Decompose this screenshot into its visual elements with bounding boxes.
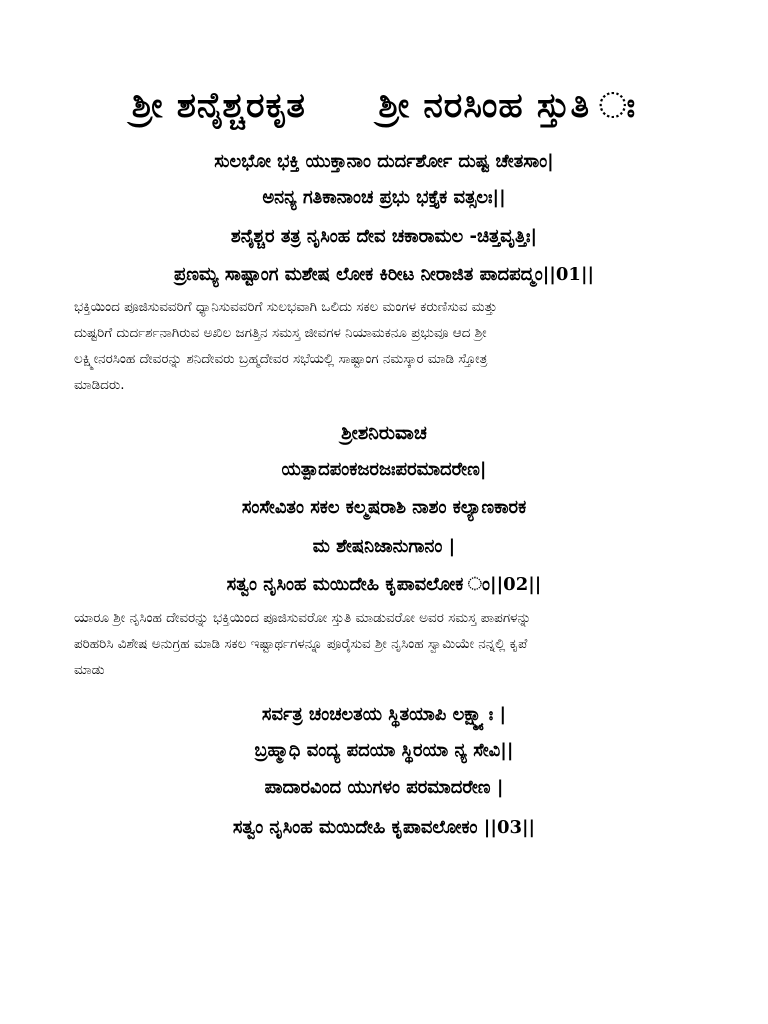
verse2-line4 <box>0 573 768 597</box>
verse1-line3: ಶನೈಶ್ಚರ ತತ್ರ ನೃಸಿಂಹ ದೇವ ಚಕಾರಾಮಲ -ಚಿತ್ತವೃತ್ತಿಃ| <box>230 226 538 247</box>
verse2-end: || <box>528 574 542 595</box>
verse3-line1: ಸರ್ವತ್ರ ಚಂಚಲತಯ ಸ್ಥಿತಯಾಪಿ ಲಕ್ಷ್ಮ್ಯಾಃ | <box>261 704 507 725</box>
verse3-line4 <box>0 816 768 840</box>
verse3-end: || <box>522 817 536 838</box>
meaning1-line2: ದುಷ್ಟರಿಗೆ ದುರ್ದರ್ಶನಾಗಿರುವ ಅಖಿಲ ಜಗತ್ತಿನ ಸಮಸ್ತ ಜೀವಗಳ ನಿಯಾಮಕನೂ ಪ್ರಭುವೂ ಆದ ಶ್ರೀ <box>74 325 487 341</box>
meaning2-line3: ಮಾಡು <box>74 662 105 678</box>
meaning1-paragraph <box>74 294 696 398</box>
page-title <box>0 86 768 126</box>
verse2-line3: ಮ ಶೇಷನಿಜಾನುಗಾನಂ | <box>312 536 456 557</box>
verse1-end: || <box>580 264 595 285</box>
title-right: ಶ್ರೀ ನರಸಿಂಹ ಸ್ತುತಿ ಃ <box>378 86 637 126</box>
verse1-line1: ಸುಲಭೋ ಭಕ್ತಿ ಯುಕ್ತಾನಾಂ ದುರ್ದರ್ಶೋ ದುಷ್ಟ ಚೇತಸಾಂ| <box>214 151 554 172</box>
meaning2-line1: ಯಾರೂ ಶ್ರೀ ನೃಸಿಂಹ ದೇವರನ್ನು ಭಕ್ತಿಯಿಂದ ಪೂಜಿಸುವರೋ ಸ್ತುತಿ ಮಾಡುವರೋ ಅವರ ಸಮಸ್ತ ಪಾಪಗಳನ್ನು <box>74 610 532 626</box>
section-heading: ಶ್ರೀಶನಿರುವಾಚ <box>341 422 427 444</box>
verse-number-01: 01 <box>555 264 581 285</box>
meaning1-line3: ಲಕ್ಷ್ಮೀನರಸಿಂಹ ದೇವರನ್ನು ಶನಿದೇವರು ಬ್ರಹ್ಮದೇವರ ಸಭೆಯಲ್ಲಿ ಸಾಷ್ಟಾಂಗ ನಮಸ್ಕಾರ ಮಾಡಿ ಸ್ತೋತ್ರ <box>74 351 488 367</box>
verse-number-03: 03 <box>496 817 522 838</box>
verse1-line2: ಅನನ್ಯ ಗತಿಕಾನಾಂಚ ಪ್ರಭು ಭಕ್ತೈಕ ವತ್ಸಲಃ|| <box>262 187 506 208</box>
meaning1-line4: ಮಾಡಿದರು. <box>74 377 125 393</box>
meaning2-paragraph <box>74 605 696 683</box>
verse3-line2: ಬ್ರಹ್ಮಾಧಿ ವಂದ್ಯ ಪದಯಾ ಸ್ಥಿರಯಾ ನ್ಯ ಸೇವಿ|| <box>254 740 514 761</box>
verse-number-02: 02 <box>503 574 529 595</box>
verse2-line2: ಸಂಸೇವಿತಂ ಸಕಲ ಕಲ್ಮಷರಾಶಿ ನಾಶಂ ಕಲ್ಯಾಣಕಾರಕ <box>241 497 527 518</box>
verse1-line4-text: ಪ್ರಣಮ್ಯ ಸಾಷ್ಟಾಂಗ ಮಶೇಷ ಲೋಕ ಕಿರೀಟ ನೀರಾಜಿತ ಪಾದಪದ್ಮಂ|| <box>173 264 556 285</box>
verse3-line3: ಪಾದಾರವಿಂದ ಯುಗಳಂ ಪರಮಾದರೇಣ | <box>264 777 504 798</box>
verse2-line1: ಯತ್ಪಾದಪಂಕಜರಜಃಪರಮಾದರೇಣ| <box>281 459 487 480</box>
meaning2-line2: ಪರಿಹರಿಸಿ ವಿಶೇಷ ಅನುಗ್ರಹ ಮಾಡಿ ಸಕಲ ಇಷ್ಟಾರ್ಥಗಳನ್ನೂ ಪೂರೈಸುವ ಶ್ರೀ ನೃಸಿಂಹ ಸ್ವಾಮಿಯೇ ನನ್ನಲ್ಲಿ ಕೃಪೆ <box>74 636 528 652</box>
verse2-line4-text: ಸತ್ವಂ ನೃಸಿಂಹ ಮಯಿದೇಹಿ ಕೃಪಾವಲೋಕ ಂ|| <box>226 574 504 595</box>
title-left: ಶ್ರೀ ಶನೈಶ್ಚರಕೃತ <box>131 86 306 126</box>
verse3-line4-text: ಸತ್ವಂ ನೃಸಿಂಹ ಮಯಿದೇಹಿ ಕೃಪಾವಲೋಕಂ || <box>232 817 497 838</box>
verse1-line4 <box>0 263 768 287</box>
meaning1-line1: ಭಕ್ತಿಯಿಂದ ಪೂಜಿಸುವವರಿಗೆ ಧ್ಯಾನಿಸುವವರಿಗೆ ಸುಲಭವಾಗಿ ಒಲಿದು ಸಕಲ ಮಂಗಳ ಕರುಣಿಸುವ ಮತ್ತು <box>74 299 498 315</box>
